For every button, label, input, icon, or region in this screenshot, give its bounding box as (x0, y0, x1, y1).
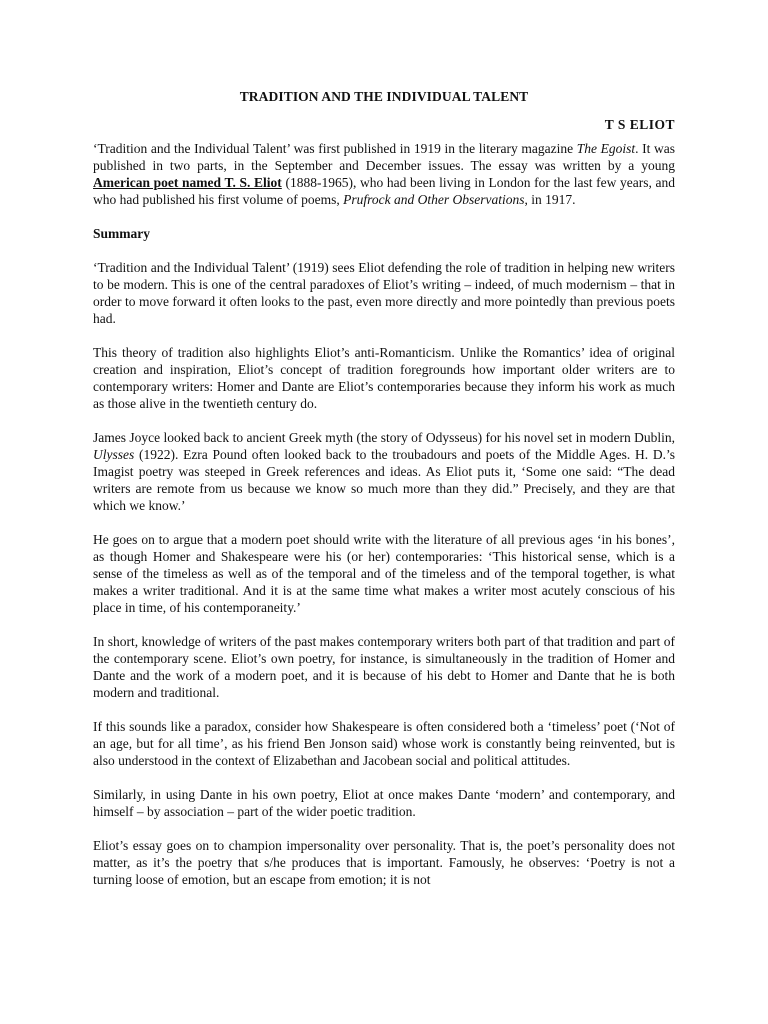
summary-paragraph-1: ‘Tradition and the Individual Talent’ (1919) sees Eliot defending the role of tradition in helping new writers to be modern. This is one of the central paradoxes of Eliot’s writing – indeed, of much modernism – that in order to move forward it often looks to the past, even more directly and more pointedly than previous poets had. (93, 260, 675, 326)
intro-paragraph (93, 140, 675, 208)
summary-paragraph-8: Eliot’s essay goes on to champion impersonality over personality. That is, the poet’s personality does not matter, as it’s the poetry that s/he produces that is important. Famously, he observes: ‘Poetry is not a turning loose of emotion, but an escape from emotion; it is not (93, 838, 675, 887)
summary-paragraph-6: If this sounds like a paradox, consider how Shakespeare is often considered both a ‘timeless’ poet (‘Not of an age, but for all time’, as his friend Ben Jonson said) whose work is constantly being reinvented, but is also understood in the context of Elizabethan and Jacobean social and political attitudes. (93, 719, 675, 768)
intro-text-2: . It was published in two parts, in the September and December issues. The essay was written by a young (93, 141, 675, 173)
summary-heading: Summary (93, 226, 150, 241)
document-body (93, 140, 675, 888)
summary-paragraph-2: This theory of tradition also highlights Eliot’s anti-Romanticism. Unlike the Romantics’ idea of original creation and inspiration, Eliot’s concept of tradition foregrounds how important older writers are to contemporary writers: Homer and Dante are Eliot’s contemporaries because they inform his work as much as those alive in the twentieth century do. (93, 345, 675, 411)
magazine-title: The Egoist (576, 141, 636, 156)
intro-text-3: (1888-1965), who had been living in London for the last few years, and who had published his first volume of poems, (93, 175, 676, 207)
ulysses-title: Ulysses (93, 447, 135, 462)
eliot-link[interactable]: American poet named T. S. Eliot (93, 175, 282, 190)
document-title: TRADITION AND THE INDIVIDUAL TALENT (239, 89, 529, 104)
summary-paragraph-4: He goes on to argue that a modern poet should write with the literature of all previous ages ‘in his bones’, as though Homer and Shakespeare were his (or her) contemporaries: ‘This historical sense, which is a sense of the timeless as well as of the temporal and of the timeless and of the temporal together, is what makes a writer traditional. And it is at the same time what makes a writer most acutely conscious of his place in time, of his contemporaneity.’ (93, 532, 675, 615)
summary-paragraph-5: In short, knowledge of writers of the past makes contemporary writers both part of that tradition and part of the contemporary scene. Eliot’s own poetry, for instance, is simultaneously in the tradition of Homer and Dante and the work of a modern poet, and it is because of his debt to Homer and Dante that he is both modern and traditional. (93, 634, 675, 700)
intro-text-1: ‘Tradition and the Individual Talent’ was first published in 1919 in the literary magazine (93, 141, 577, 156)
p3-text-2: (1922). Ezra Pound often looked back to the troubadours and poets of the Middle Ages. H. D.’s Imagist poetry was steeped in Greek references and ideas. As Eliot puts it, ‘Some one said: “The dead writers are remote from us because we know so much more than they did.” Precisely, and they are that which we know.’ (93, 447, 675, 513)
prufrock-title: Prufrock and Other Observations (343, 192, 525, 207)
document-author: T S ELIOT (604, 117, 675, 132)
intro-text-4: , in 1917. (524, 192, 576, 207)
summary-paragraph-3 (93, 429, 675, 514)
summary-paragraph-7: Similarly, in using Dante in his own poetry, Eliot at once makes Dante ‘modern’ and contemporary, and himself – by association – part of the wider poetic tradition. (93, 787, 675, 819)
p3-text-1: James Joyce looked back to ancient Greek myth (the story of Odysseus) for his novel set in modern Dublin, (93, 430, 675, 445)
